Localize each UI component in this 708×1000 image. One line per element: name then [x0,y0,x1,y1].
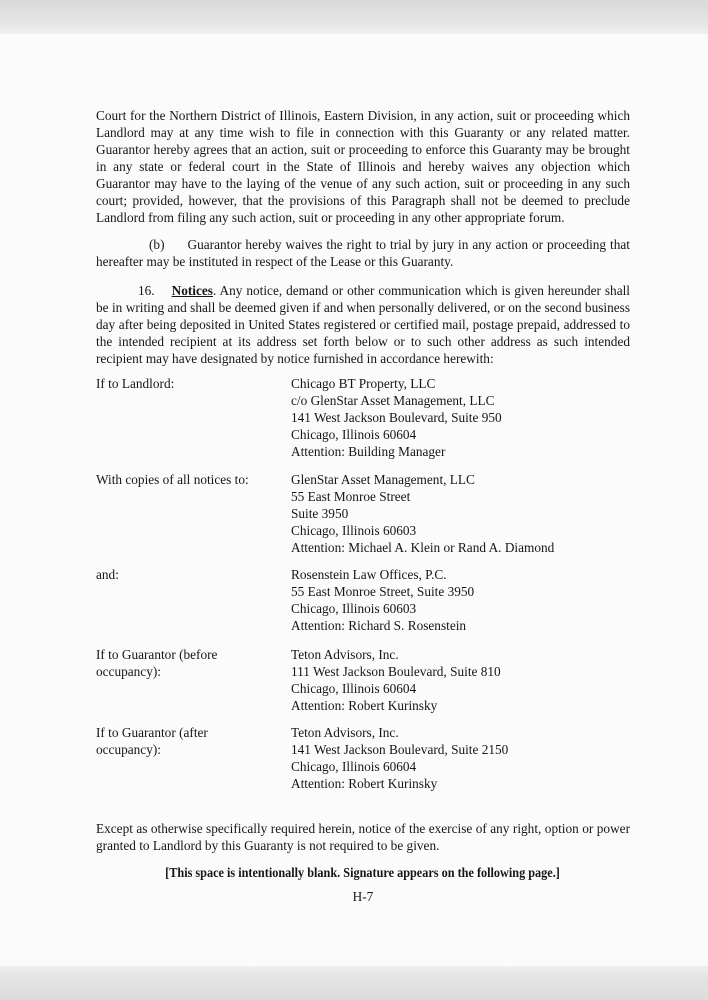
address-label-and: and: [96,567,119,582]
scan-bottom-border [0,966,708,1000]
address-line: Teton Advisors, Inc. [291,647,399,662]
address-line: Attention: Robert Kurinsky [291,698,438,713]
scan-top-border [0,0,708,34]
address-lines-landlord [291,375,631,460]
address-line: 55 East Monroe Street [291,489,411,504]
address-line: Chicago, Illinois 60604 [291,759,417,774]
section-16-heading: Notices [171,283,213,298]
section-16-text: . Any notice, demand or other communication which is given hereunder shall be in writing and shall be deemed given if and when personally delivered, or on the second business day after being deposited in United States registered or certified mail, postage prepaid, addressed to the intended recipient at its address set forth below or to such other address as such intended recipient may have designated by notice furnished in accordance herewith: [96,283,630,366]
address-line: GlenStar Asset Management, LLC [291,472,475,487]
address-line: Chicago, Illinois 60603 [291,601,417,616]
paragraph-b-text: Guarantor hereby waives the right to trial by jury in any action or proceeding that hereafter may be instituted in respect of the Lease or this Guaranty. [96,237,630,269]
address-label-guarantor-after [96,724,276,758]
address-line: Teton Advisors, Inc. [291,725,399,740]
address-line: Rosenstein Law Offices, P.C. [291,567,447,582]
address-line: Attention: Robert Kurinsky [291,776,438,791]
address-line: Attention: Building Manager [291,444,446,459]
address-lines-copies [291,471,631,556]
section-16-notices [96,282,630,367]
address-line: 141 West Jackson Boulevard, Suite 2150 [291,742,509,757]
page-number: H-7 [352,889,374,904]
address-lines-guarantor-after [291,724,631,792]
label-line: occupancy): [96,742,161,757]
address-line: c/o GlenStar Asset Management, LLC [291,393,495,408]
address-line: 141 West Jackson Boulevard, Suite 950 [291,410,502,425]
address-lines-guarantor-before [291,646,631,714]
address-line: Chicago BT Property, LLC [291,376,436,391]
address-line: Attention: Richard S. Rosenstein [291,618,467,633]
intentionally-blank-text: [This space is intentionally blank. Signature appears on the following page.] [165,865,561,880]
address-line: Chicago, Illinois 60604 [291,427,417,442]
intentionally-blank-note [96,865,630,881]
label-line: If to Guarantor (after [96,725,208,740]
address-line: 55 East Monroe Street, Suite 3950 [291,584,475,599]
address-label-guarantor-before [96,646,276,680]
address-line: Chicago, Illinois 60604 [291,681,417,696]
paragraph-jurisdiction: Court for the Northern District of Illinois, Eastern Division, in any action, suit or proceeding which Landlord may at any time wish to file in connection with this Guaranty or any related matter. Guarantor hereby agrees that an action, suit or proceeding to enforce this Guaranty may be brought in any state or federal court in the State of Illinois and hereby waives any objection which Guarantor may have to the laying of the venue of any such action, suit or proceeding in any such court; provided, however, that the provisions of this Paragraph shall not be deemed to preclude Landlord from filing any such action, suit or proceeding in any other appropriate forum. [96,108,630,225]
label-line: If to Guarantor (before [96,647,218,662]
address-label-landlord: If to Landlord: [96,376,175,391]
paragraph-b-marker: (b) [149,237,165,252]
section-16-number: 16. [138,283,155,298]
address-line: Suite 3950 [291,506,349,521]
address-line: Attention: Michael A. Klein or Rand A. Diamond [291,540,555,555]
label-line: occupancy): [96,664,161,679]
paragraph-b-jury-waiver [96,236,630,270]
address-line: 111 West Jackson Boulevard, Suite 810 [291,664,501,679]
paragraph-notice-exception: Except as otherwise specifically required herein, notice of the exercise of any right, option or power granted to Landlord by this Guaranty is not required to be given. [96,821,630,853]
address-label-copies: With copies of all notices to: [96,472,249,487]
address-lines-law-offices [291,566,631,634]
address-line: Chicago, Illinois 60603 [291,523,417,538]
